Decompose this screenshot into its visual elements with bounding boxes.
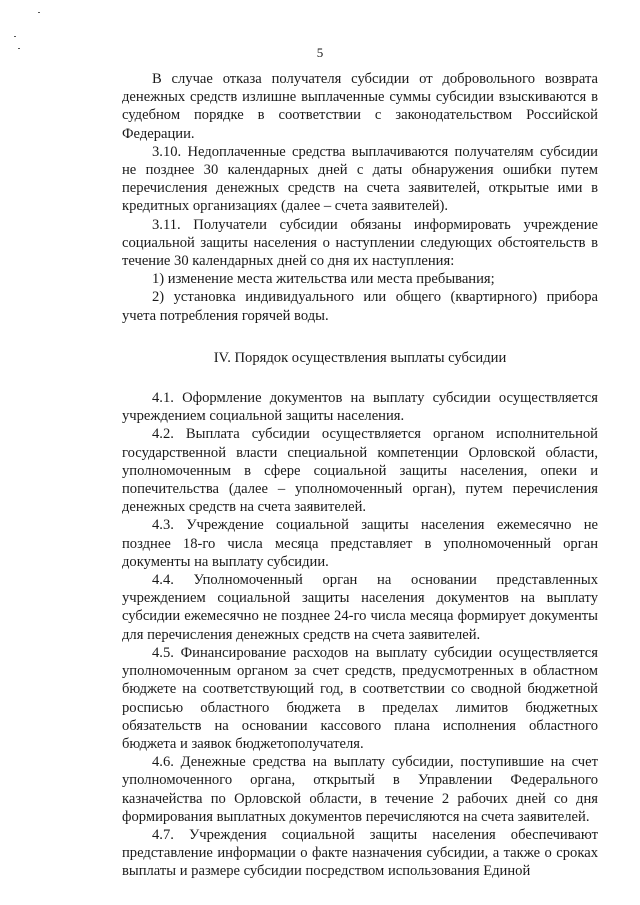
document-body <box>122 70 598 881</box>
list-item-1: 1) изменение места жительства или места пребывания; <box>152 271 495 288</box>
scan-speck <box>14 36 16 37</box>
paragraph-4-2: 4.2. Выплата субсидии осуществляется органом исполнительной государственной власти специальной компетенции Орловской области, уполномоченным в сфере социальной защиты населения, опеки и попечительства (далее – уполномоченный орган), путем перечисления денежных средств на счета заявителей. <box>122 426 598 516</box>
paragraph-4-7: 4.7. Учреждения социальной защиты населения обеспечивают представление информации о факте назначения субсидии, а также о сроках выплаты и размере субсидии посредством использования Единой <box>122 826 598 880</box>
page-number: 5 <box>316 45 324 60</box>
paragraph-4-6: 4.6. Денежные средства на выплату субсидии, поступившие на счет уполномоченного органа, открытый в Управлении Федерального казначейства по Орловской области, в течение 2 рабочих дней со дня формирования выплатных документов перечисляются на счета заявителей. <box>122 754 598 825</box>
section-heading: IV. Порядок осуществления выплаты субсидии <box>213 349 507 366</box>
paragraph-4-4: 4.4. Уполномоченный орган на основании представленных учреждением социальной защиты населения документов на выплату субсидии ежемесячно не позднее 24-го числа месяца формирует документы для перечисления денежных средств на счета заявителей. <box>122 572 598 643</box>
paragraph-4-5: 4.5. Финансирование расходов на выплату субсидии осуществляется уполномоченным органом за счет средств, предусмотренных в областном бюджете на соответствующий год, в соответствии со сводной бюджетной росписью областного бюджета в пределах лимитов бюджетных обязательств на основании кассового плана исполнения областного бюджета и заявок бюджетополучателя. <box>122 644 598 752</box>
paragraph-3-10: 3.10. Недоплаченные средства выплачиваются получателям субсидии не позднее 30 календарных дней с даты обнаружения ошибки путем перечисления денежных средств на счета заявителей, открытые ими в кредитных организациях (далее – счета заявителей). <box>122 143 598 215</box>
paragraph-4-1: 4.1. Оформление документов на выплату субсидии осуществляется учреждением социальной защиты населения. <box>122 390 598 425</box>
paragraph-3-11: 3.11. Получатели субсидии обязаны информировать учреждение социальной защиты населения о наступлении следующих обстоятельств в течение 30 календарных дней со дня их наступления: <box>122 216 598 270</box>
paragraph-refund-refusal: В случае отказа получателя субсидии от добровольного возврата денежных средств излишне выплаченные суммы субсидии взыскиваются в судебном порядке в соответствии с законодательством Российской Федерации. <box>122 71 598 142</box>
list-item-2: 2) установка индивидуального или общего (квартирного) прибора учета потребления горячей воды. <box>122 289 598 324</box>
paragraph-4-3: 4.3. Учреждение социальной защиты населения ежемесячно не позднее 18-го числа месяца представляет в уполномоченный орган документы на выплату субсидии. <box>122 517 598 570</box>
scan-speck <box>38 12 40 13</box>
